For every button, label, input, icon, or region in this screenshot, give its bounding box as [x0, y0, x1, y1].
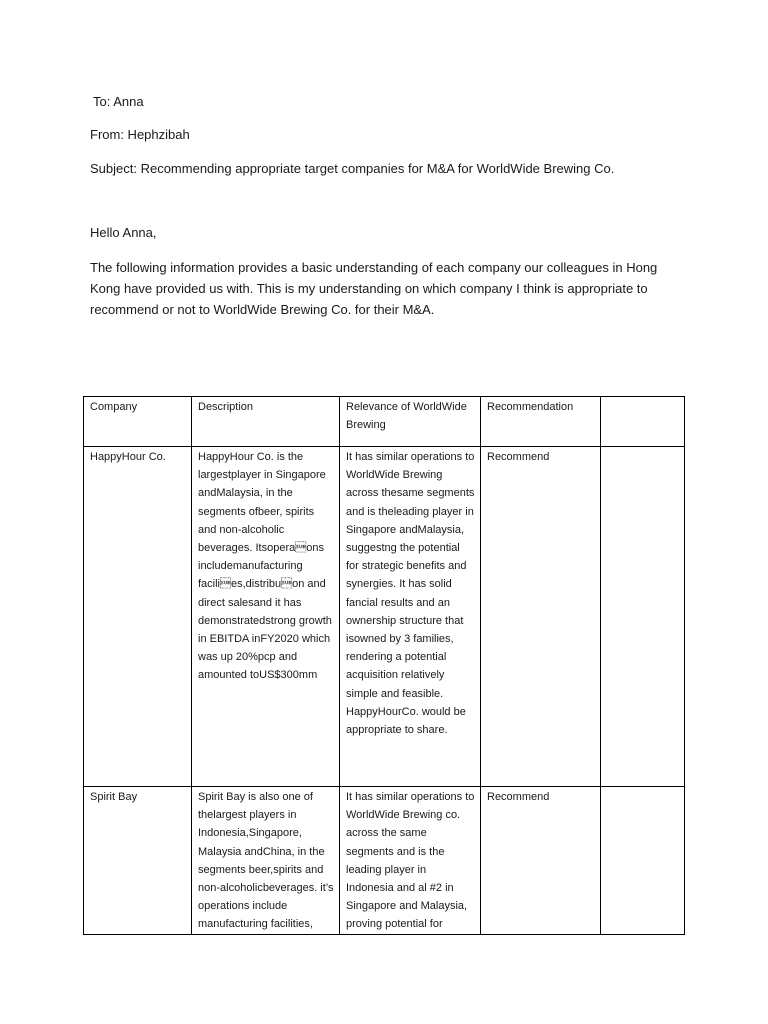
- table-row: [84, 447, 685, 787]
- header-description: Description: [192, 397, 340, 447]
- cell-relevance: [340, 787, 481, 935]
- cell-relevance-text: It has similar operations to WorldWide Brewing co. across the same segments and is the leading player in Indonesia and al #2 in Singapore and Malaysia, proving potential for: [346, 791, 475, 931]
- cell-extra: [601, 447, 685, 787]
- cell-extra: [601, 787, 685, 935]
- header-company: Company: [84, 397, 192, 447]
- cell-relevance: It has similar operations to WorldWide Brewing across thesame segments and is theleading player in Singapore andMalaysia, suggestng the potential for strategic benefits and synergies. It has solid fancial results and an ownership structure that isowned by 3 families, rendering a potential acquisition relatively simple and feasible. HappyHourCo. would be appropriate to share.: [340, 447, 481, 787]
- header-empty: [601, 397, 685, 447]
- header-recommendation: Recommendation: [481, 397, 601, 447]
- cell-description: [192, 787, 340, 935]
- cell-description: HappyHour Co. is the largestplayer in Singapore andMalaysia, in the segments ofbeer, spirits and non-alcoholic beverages. Itsoperaons includemanufacturing facilies,distribuon and direct salesand it has demonstratedstrong growth in EBITDA inFY2020 which was up 20%pcp and amounted toUS$300mm: [192, 447, 340, 787]
- table-row: [84, 787, 685, 935]
- cell-recommendation: Recommend: [481, 447, 601, 787]
- cell-company: Spirit Bay: [84, 787, 192, 935]
- greeting: Hello Anna,: [90, 225, 157, 240]
- cell-company: HappyHour Co.: [84, 447, 192, 787]
- intro-paragraph: The following information provides a basic understanding of each company our colleagues in Hong Kong have provided us with. This is my understanding on which company I think is appropriate to recommend or not to WorldWide Brewing Co. for their M&A.: [90, 260, 658, 317]
- cell-description-text: Spirit Bay is also one of thelargest players in Indonesia,Singapore, Malaysia andChina, in the segments beer,spirits and non-alcoholicbeverages. it’s operations include manufacturing facilities,: [198, 791, 334, 931]
- header-relevance: Relevance of WorldWide Brewing: [340, 397, 481, 447]
- memo-from: From: Hephzibah: [90, 127, 190, 142]
- recommendation-table: [83, 396, 685, 935]
- cell-recommendation: Recommend: [481, 787, 601, 935]
- memo-to: To: Anna: [93, 94, 144, 109]
- memo-subject: Subject: Recommending appropriate target companies for M&A for WorldWide Brewing Co.: [90, 161, 615, 176]
- table-header-row: [84, 397, 685, 447]
